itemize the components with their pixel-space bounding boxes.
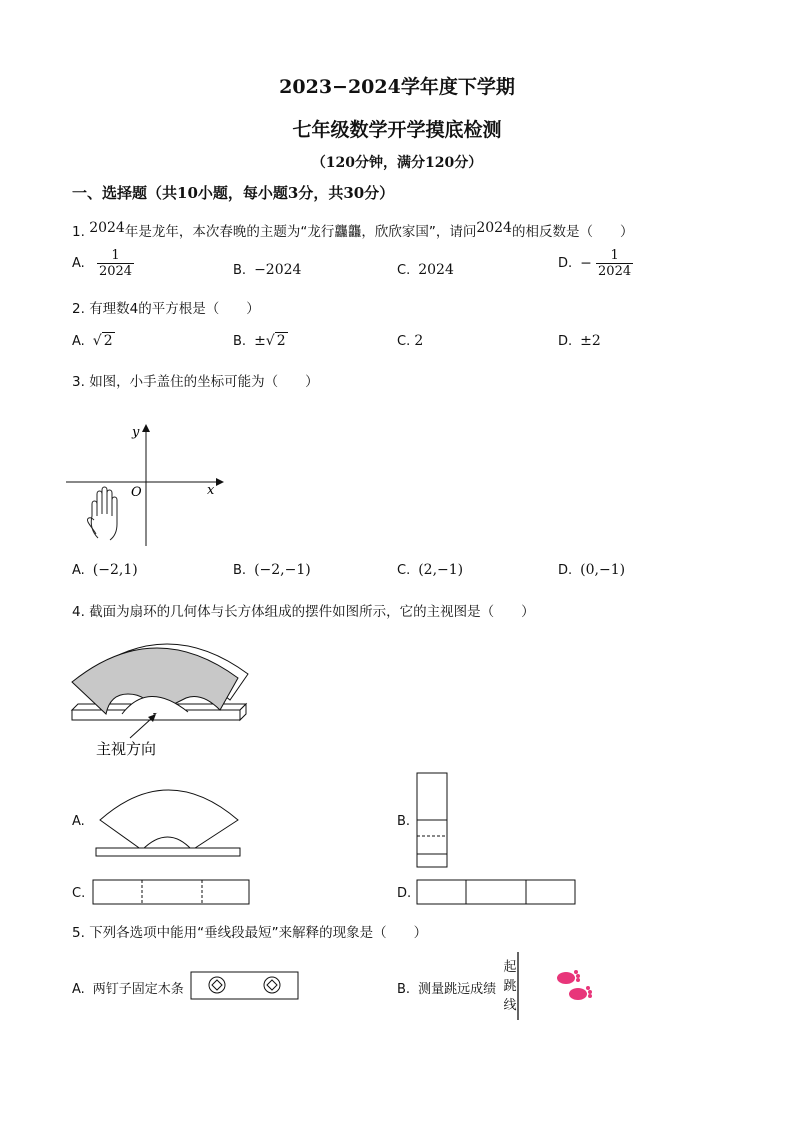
y-axis-arrow <box>142 424 150 432</box>
option-d[interactable] <box>558 562 625 578</box>
view-direction-label: 主视方向 <box>96 740 157 758</box>
option-text: 两钉子固定木条 <box>92 982 184 997</box>
question-number: 3. <box>72 374 85 390</box>
wood-strip <box>191 972 298 999</box>
outer-rect <box>417 880 575 904</box>
question-text: 年是龙年，本次春晚的主题为“龙行龘龘，欣欣家国”，请问 <box>124 224 477 240</box>
question-5 <box>72 921 427 941</box>
question-text: 的相反数是（ ） <box>511 224 634 240</box>
fraction <box>97 248 134 279</box>
radicand: 2 <box>276 333 286 349</box>
option-label: D. <box>558 256 573 271</box>
numerator: 1 <box>596 248 633 264</box>
square-root: √ 2 <box>265 333 286 349</box>
label-char: 线 <box>503 998 517 1013</box>
option-a[interactable] <box>72 333 115 349</box>
option-label: B. <box>233 563 247 578</box>
question-text: 如图，小手盖住的坐标可能为（ ） <box>89 374 319 390</box>
option-value: 2024 <box>418 262 454 278</box>
numerator: 1 <box>97 248 134 264</box>
base-rect <box>96 848 240 856</box>
view-direction-arrow <box>130 718 152 738</box>
label-char: 跳 <box>503 979 517 994</box>
denominator: 2024 <box>98 264 133 279</box>
option-a[interactable] <box>72 978 184 997</box>
x-axis-arrow <box>216 478 224 486</box>
option-label: B. <box>233 263 247 278</box>
origin-label: O <box>131 485 142 500</box>
option-b[interactable] <box>233 333 288 349</box>
option-b[interactable] <box>233 562 311 578</box>
option-label: D. <box>558 563 573 578</box>
option-c[interactable] <box>397 262 454 278</box>
denominator: 2024 <box>598 264 632 279</box>
option-label: A. <box>72 982 85 997</box>
option-a[interactable] <box>72 248 134 279</box>
hand-icon <box>87 487 117 540</box>
question-3 <box>72 370 319 390</box>
year-number: 2024 <box>476 220 512 236</box>
option-d[interactable] <box>558 248 633 279</box>
exam-title-year: 2023−2024学年度下学期 <box>279 76 515 98</box>
exam-subtitle: （120分钟，满分120分） <box>311 155 483 171</box>
label-char: 起 <box>503 960 517 975</box>
option-label: A. <box>72 334 85 349</box>
fan-ring-object-figure <box>68 622 258 762</box>
radicand: 2 <box>103 333 113 349</box>
question-number: 4. <box>72 604 85 620</box>
question-text: 截面为扇环的几何体与长方体组成的摆件如图所示，它的主视图是（ ） <box>89 604 535 620</box>
option-label: A. <box>72 256 85 271</box>
option-a-figure[interactable] <box>94 780 244 860</box>
option-c-label: C. <box>72 886 86 901</box>
option-value: (−2,1) <box>92 562 138 578</box>
option-c-figure[interactable] <box>92 879 252 907</box>
option-value: ±2 <box>580 333 601 349</box>
option-label: C. <box>397 263 411 278</box>
exam-title: 七年级数学开学摸底检测 <box>292 119 502 141</box>
option-value: 2 <box>414 333 424 349</box>
option-b[interactable] <box>397 978 496 997</box>
option-value: (−2,−1) <box>254 562 311 578</box>
option-a[interactable] <box>72 562 138 578</box>
option-label: C. <box>397 563 411 578</box>
coordinate-plane-figure <box>66 420 226 550</box>
option-c[interactable] <box>397 562 463 578</box>
option-b[interactable] <box>233 262 301 278</box>
fan-ring-view <box>100 790 238 850</box>
option-value: (0,−1) <box>580 562 626 578</box>
option-b-label: B. <box>397 814 411 829</box>
option-c[interactable] <box>397 333 423 349</box>
option-label: B. <box>397 982 411 997</box>
takeoff-line-figure <box>516 952 520 1022</box>
footprints-icon <box>552 964 596 1006</box>
outer-rect <box>93 880 249 904</box>
option-d-label: D. <box>397 886 412 901</box>
wood-strip-figure <box>190 971 302 1001</box>
option-label: D. <box>558 334 573 349</box>
square-root: √ 2 <box>92 333 113 349</box>
question-text: 有理数4的平方根是（ ） <box>89 301 260 317</box>
x-axis-label: x <box>207 483 215 498</box>
y-axis-label: y <box>132 425 140 440</box>
option-d-figure[interactable] <box>416 879 578 907</box>
option-d[interactable] <box>558 333 601 349</box>
option-label: C. <box>397 334 411 349</box>
option-text: 测量跳远成绩 <box>418 982 497 997</box>
question-2 <box>72 297 260 317</box>
question-1 <box>72 220 633 240</box>
question-number: 2. <box>72 301 85 317</box>
option-value: −2024 <box>254 262 302 278</box>
question-4 <box>72 600 535 620</box>
section-heading: 一、选择题（共10小题，每小题3分，共30分） <box>72 184 395 202</box>
option-label: A. <box>72 563 85 578</box>
option-value: (2,−1) <box>418 562 464 578</box>
option-b-figure[interactable] <box>416 772 450 870</box>
year-number: 2024 <box>89 220 125 236</box>
question-text: 下列各选项中能用“垂线段最短”来解释的现象是（ ） <box>89 925 428 941</box>
question-number: 1. <box>72 224 85 240</box>
plus-minus-sign: ± <box>254 333 266 349</box>
fraction <box>596 248 633 279</box>
minus-sign: − <box>580 255 592 272</box>
option-a-label: A. <box>72 814 85 829</box>
question-number: 5. <box>72 925 85 941</box>
option-label: B. <box>233 334 247 349</box>
